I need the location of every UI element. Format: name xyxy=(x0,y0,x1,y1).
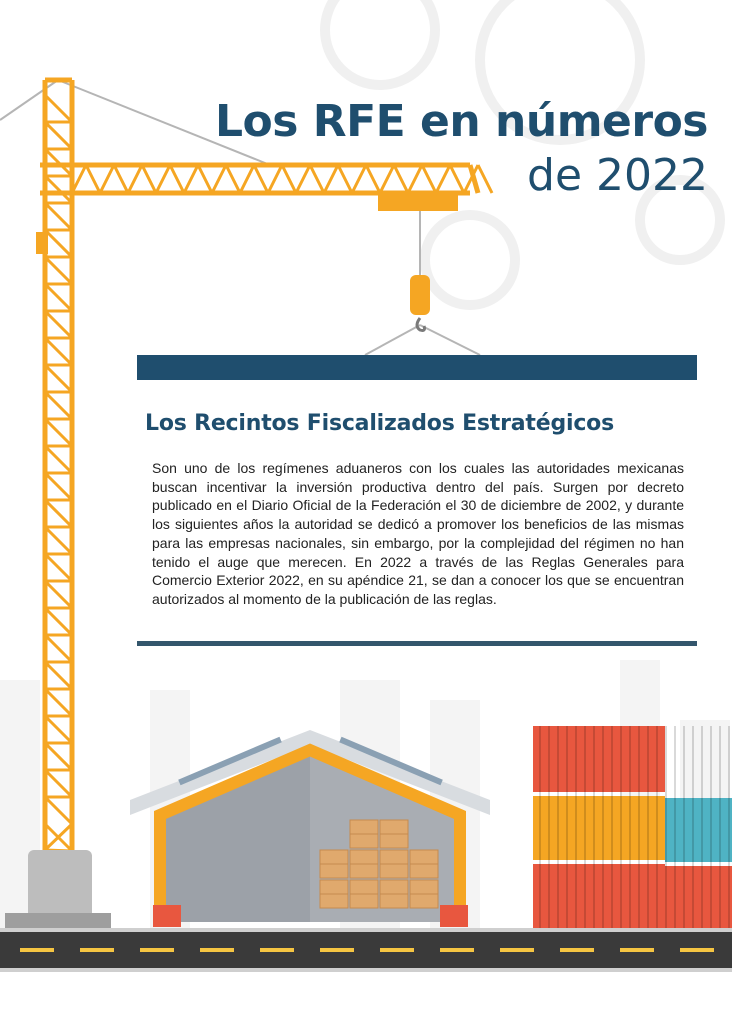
road xyxy=(0,928,732,972)
panel-top-bar xyxy=(137,355,697,380)
panel-body-text: Son uno de los regímenes aduaneros con los cuales las autoridades mexicanas buscan incentivar la inversión productiva dentro del país. Surgen por decreto publicado en el Diario Oficial de la Federación el 30 de diciembre de 2002, y durante los siguientes años la autoridad se dedicó a promover los beneficios de las mismas para las empresas nacionales, sin embargo, por la complejidad del régimen no han tenido el auge que merecen. En 2022 a través de las Reglas Generales para Comercio Exterior 2022, en su apéndice 21, se dan a conocer los que se encuentran autorizados al momento de la publicación de las reglas. xyxy=(152,460,684,607)
page-title: Los RFE en números xyxy=(214,96,708,147)
panel-bottom-bar xyxy=(137,641,697,646)
shipping-containers xyxy=(533,726,732,930)
panel-heading: Los Recintos Fiscalizados Estratégicos xyxy=(145,411,614,436)
page-subtitle: de 2022 xyxy=(527,150,708,201)
